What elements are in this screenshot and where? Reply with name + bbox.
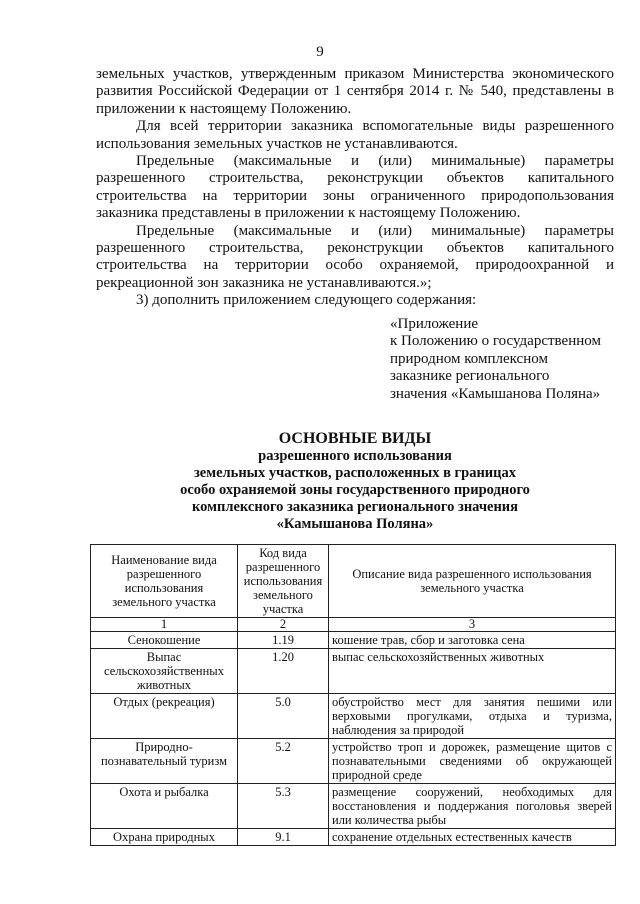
title-line: «Камышанова Поляна» [276, 516, 434, 532]
cell-description: выпас сельскохозяйственных животных [329, 649, 616, 694]
appendix-line: заказнике регионального [390, 368, 550, 385]
cell-description: устройство троп и дорожек, размещение щитов с познавательными сведениями об окружающей природной среде [329, 739, 616, 784]
appendix-header [390, 316, 601, 403]
document-title [96, 430, 614, 533]
cell-description: обустройство мест для занятия пешими или верховыми прогулками, отдыха и туризма, наблюдения за природой [329, 694, 616, 739]
paragraph: Для всей территории заказника вспомогательные виды разрешенного использования земельных участков не устанавливаются. [96, 118, 614, 152]
title-line: комплексного заказника регионального значения [191, 499, 519, 515]
body-text [96, 66, 614, 310]
index-cell: 1 [91, 618, 238, 632]
cell-code: 9.1 [238, 829, 329, 846]
column-header-description: Описание вида разрешенного использования земельного участка [329, 545, 616, 618]
cell-name: Отдых (рекреация) [91, 694, 238, 739]
table-row [91, 739, 616, 784]
table-row [91, 829, 616, 846]
table-header-row [91, 545, 616, 618]
index-cell: 3 [329, 618, 616, 632]
appendix-line: природном комплексном [390, 350, 548, 367]
cell-code: 5.2 [238, 739, 329, 784]
cell-name: Сенокошение [91, 632, 238, 649]
cell-name: Выпас сельскохозяйственных животных [91, 649, 238, 694]
index-cell: 2 [238, 618, 329, 632]
appendix-line: к Положению о государственном [390, 333, 601, 350]
cell-description: кошение трав, сбор и заготовка сена [329, 632, 616, 649]
table-row [91, 632, 616, 649]
title-main: ОСНОВНЫЕ ВИДЫ [278, 430, 432, 447]
cell-name: Охрана природных [91, 829, 238, 846]
table-row [91, 784, 616, 829]
cell-description: размещение сооружений, необходимых для восстановления и поддержания поголовья зверей или количества рыбы [329, 784, 616, 829]
cell-code: 1.20 [238, 649, 329, 694]
table-index-row [91, 618, 616, 632]
page-number: 9 [316, 44, 324, 60]
cell-code: 1.19 [238, 632, 329, 649]
cell-name: Природно-познавательный туризм [91, 739, 238, 784]
table-row [91, 694, 616, 739]
appendix-line: «Приложение [390, 316, 479, 332]
table-row [91, 649, 616, 694]
cell-name: Охота и рыбалка [91, 784, 238, 829]
title-line: особо охраняемой зоны государственного природного [180, 482, 530, 498]
paragraph: Предельные (максимальные и (или) минимальные) параметры разрешенного строительства, реконструкции объектов капитального строительства на территории особо охраняемой, природоохранной и рекреационной зон заказника не устанавливаются.»; [96, 222, 614, 291]
cell-code: 5.0 [238, 694, 329, 739]
cell-description: сохранение отдельных естественных качеств [329, 829, 616, 846]
appendix-line: значения «Камышанова Поляна» [390, 385, 601, 402]
paragraph: 3) дополнить приложением следующего содержания: [136, 292, 477, 309]
paragraph: Предельные (максимальные и (или) минимальные) параметры разрешенного строительства, реконструкции объектов капитального строительства на территории зоны ограниченного природопользования заказника представлены в приложении к настоящему Положению. [96, 153, 614, 222]
cell-code: 5.3 [238, 784, 329, 829]
title-line: земельных участков, расположенных в границах [193, 465, 517, 481]
column-header-name: Наименование вида разрешенного использования земельного участка [91, 545, 238, 618]
paragraph: земельных участков, утвержденным приказом Министерства экономического развития Российской Федерации от 1 сентября 2014 г. № 540, представлены в приложении к настоящему Положению. [96, 66, 614, 117]
column-header-code: Код вида разрешенного использования земельного участка [238, 545, 329, 618]
title-line: разрешенного использования [258, 448, 452, 464]
land-use-table [90, 544, 616, 846]
